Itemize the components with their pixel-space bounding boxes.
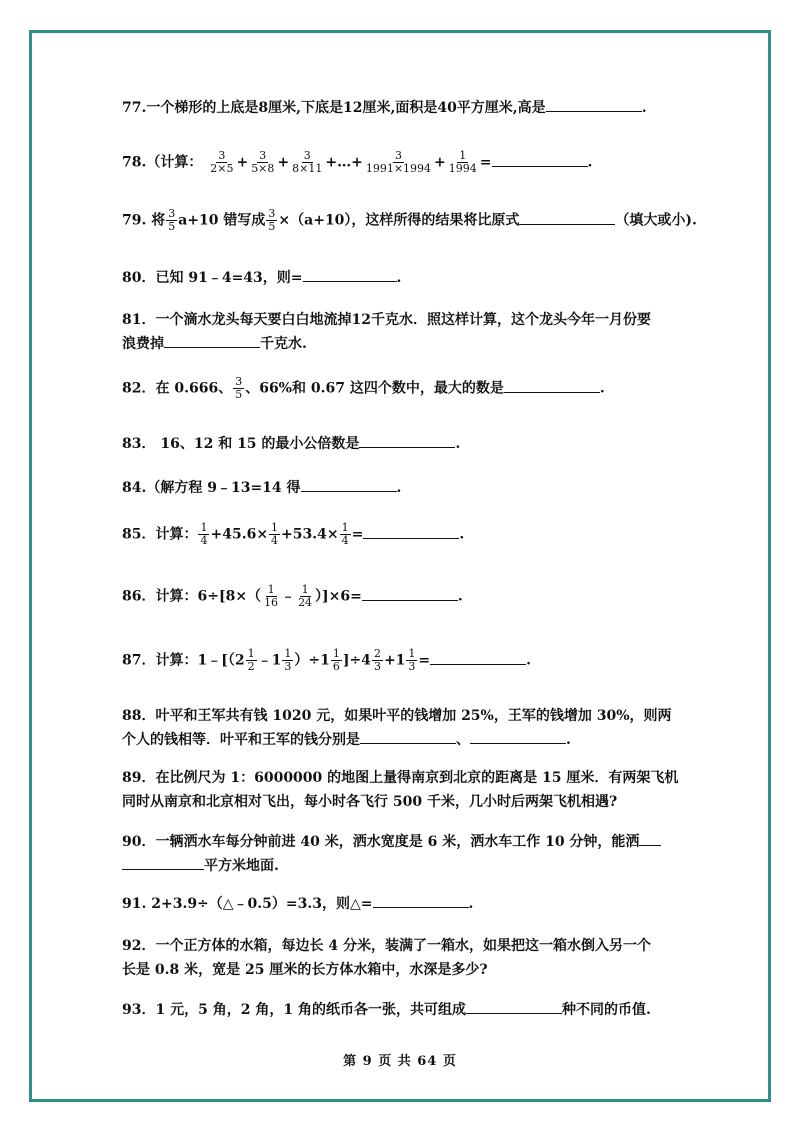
- page-footer: 第 9 页 共 64 页: [343, 1054, 457, 1069]
- question-81: 81．一个滴水龙头每天要白白地流掉12千克水．照这样计算，这个龙头今年一月份要 浪费掉 千克水.: [122, 312, 651, 352]
- fraction: $\frac{1}{3}$: [408, 647, 416, 673]
- answer-blank[interactable]: [362, 586, 458, 601]
- fraction: $\frac{3}{1991\times 1994}$: [365, 149, 432, 175]
- question-78: 78.（计算： $\frac{3}{2\times 5}$ + $\frac{3}{5\times 8}$ + $\frac{3}{8\times 11}$ +…+ $\frac{3}{1991\times 1994}$ + $\frac{1}{1994}$ = .: [122, 149, 593, 175]
- question-82: 82．在 0.666、 $\frac{3}{5}$ 、66%和 0.67 这四个数中，最大的数是 .: [122, 375, 605, 401]
- fraction: $\frac{1}{3}$: [284, 647, 292, 673]
- answer-blank[interactable]: [359, 433, 455, 448]
- fraction: $\frac{1}{4}$: [341, 521, 349, 547]
- question-80: 80．已知 91﹣4=43，则= .: [122, 266, 690, 290]
- answer-blank[interactable]: [373, 893, 469, 908]
- fraction: $\frac{1}{4}$: [271, 521, 279, 547]
- question-85: 85．计算： $\frac{1}{4}$ +45.6× $\frac{1}{4}$ +53.4× $\frac{1}{4}$ = .: [122, 521, 465, 547]
- question-88: 88．叶平和王军共有钱 1020 元，如果叶平的钱增加 25%，王军的钱增加 30%，则两 个人的钱相等．叶平和王军的钱分别是 、 .: [122, 708, 672, 748]
- fraction: $\frac{3}{5}$: [235, 375, 243, 401]
- fraction: $\frac{3}{5}$: [168, 207, 176, 233]
- answer-blank[interactable]: [301, 477, 397, 492]
- fraction: $\frac{2}{3}$: [373, 647, 381, 673]
- answer-blank[interactable]: [504, 378, 600, 393]
- answer-blank[interactable]: [546, 97, 642, 112]
- answer-blank[interactable]: [164, 333, 260, 348]
- fraction: $\frac{3}{8\times 11}$: [292, 149, 323, 175]
- answer-blank-second[interactable]: [470, 729, 566, 744]
- answer-blank-continued[interactable]: [122, 855, 204, 870]
- question-89: 89．在比例尺为 1：6000000 的地图上量得南京到北京的距离是 15 厘米．有两架飞机 同时从南京和北京相对飞出，每小时各飞行 500 千米，几小时后两架飞机相遇?: [122, 770, 679, 810]
- answer-blank[interactable]: [466, 999, 562, 1014]
- answer-blank[interactable]: [639, 831, 661, 846]
- fraction: $\frac{1}{2}$: [247, 647, 255, 673]
- question-86: 86．计算：6÷[8×（ $\frac{1}{16}$ ﹣ $\frac{1}{24}$ ）]×6= .: [122, 583, 463, 609]
- answer-blank[interactable]: [492, 152, 588, 167]
- fraction: $\frac{1}{4}$: [200, 521, 208, 547]
- fraction: $\frac{1}{6}$: [332, 647, 340, 673]
- question-87: 87．计算：1﹣[（2 $\frac{1}{2}$ ﹣1 $\frac{1}{3}$ ）÷1 $\frac{1}{6}$ ]÷4 $\frac{2}{3}$ +1 $\frac{1}{3}$ = .: [122, 647, 532, 673]
- answer-blank[interactable]: [303, 267, 397, 282]
- question-90: 90．一辆洒水车每分钟前进 40 米，洒水宽度是 6 米，洒水车工作 10 分钟，能洒 平方米地面.: [122, 830, 690, 878]
- answer-blank[interactable]: [363, 524, 459, 539]
- answer-blank[interactable]: [519, 210, 615, 225]
- question-92: 92．一个正方体的水箱，每边长 4 分米，装满了一箱水，如果把这一箱水倒入另一个 长是 0.8 米，宽是 25 厘米的长方体水箱中，水深是多少?: [122, 938, 651, 978]
- fraction: $\frac{1}{24}$: [298, 583, 313, 609]
- fraction: $\frac{3}{2\times 5}$: [210, 149, 234, 175]
- question-93: 93．1 元，5 角，2 角，1 角的纸币各一张，共可组成 种不同的币值.: [122, 998, 690, 1022]
- answer-blank[interactable]: [430, 650, 526, 665]
- answer-blank-first[interactable]: [360, 729, 456, 744]
- question-83: 83． 16、12 和 15 的最小公倍数是 .: [122, 432, 690, 456]
- question-84: 84.（解方程 9﹣13=14 得 .: [122, 476, 690, 500]
- fraction: $\frac{3}{5\times 8}$: [251, 149, 275, 175]
- fraction: $\frac{1}{1994}$: [448, 149, 477, 175]
- question-91: 91. 2+3.9÷（△﹣0.5）=3.3，则△= .: [122, 892, 690, 916]
- fraction: $\frac{3}{5}$: [268, 207, 276, 233]
- question-79: 79. 将 $\frac{3}{5}$ a+10 错写成 $\frac{3}{5}$ ×（a+10），这样所得的结果将比原式 （填大或小).: [122, 207, 697, 233]
- fraction: $\frac{1}{16}$: [264, 583, 279, 609]
- question-77: 77.一个梯形的上底是8厘米,下底是12厘米,面积是40平方厘米,高是 .: [122, 96, 690, 120]
